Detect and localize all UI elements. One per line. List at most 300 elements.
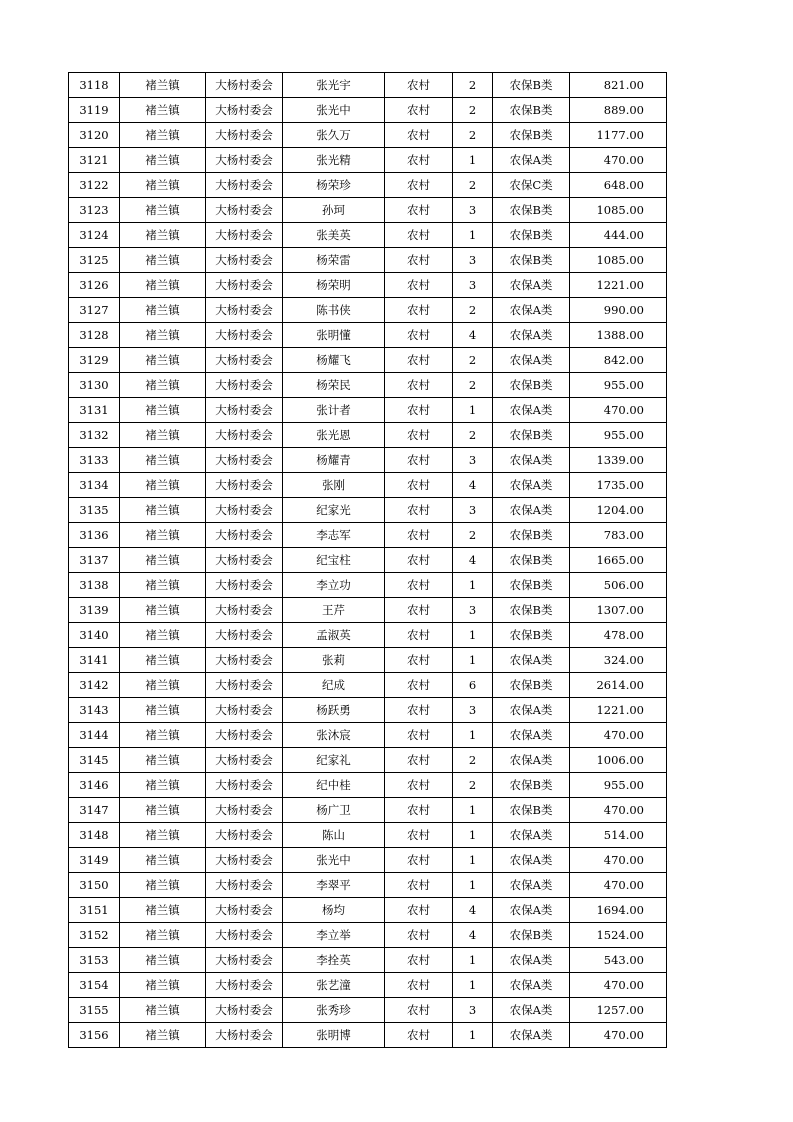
name-cell: 杨广卫 — [283, 798, 385, 823]
serial-cell: 3133 — [69, 448, 120, 473]
village-cell: 大杨村委会 — [206, 648, 283, 673]
name-cell: 纪家礼 — [283, 748, 385, 773]
household-size-cell: 1 — [453, 223, 493, 248]
serial-cell: 3143 — [69, 698, 120, 723]
category-cell: 农保A类 — [493, 698, 570, 723]
household-size-cell: 4 — [453, 898, 493, 923]
household-size-cell: 2 — [453, 373, 493, 398]
amount-cell: 470.00 — [570, 973, 667, 998]
household-size-cell: 4 — [453, 473, 493, 498]
roster-table — [68, 72, 667, 1048]
name-cell: 纪成 — [283, 673, 385, 698]
type-cell: 农村 — [385, 648, 453, 673]
name-cell: 孙珂 — [283, 198, 385, 223]
amount-cell: 990.00 — [570, 298, 667, 323]
serial-cell: 3148 — [69, 823, 120, 848]
amount-cell: 543.00 — [570, 948, 667, 973]
amount-cell: 470.00 — [570, 1023, 667, 1048]
table-row — [69, 423, 667, 448]
town-cell: 褚兰镇 — [120, 98, 206, 123]
village-cell: 大杨村委会 — [206, 598, 283, 623]
category-cell: 农保A类 — [493, 648, 570, 673]
village-cell: 大杨村委会 — [206, 823, 283, 848]
table-row — [69, 448, 667, 473]
name-cell: 张明懂 — [283, 323, 385, 348]
serial-cell: 3132 — [69, 423, 120, 448]
amount-cell: 783.00 — [570, 523, 667, 548]
name-cell: 张艺潼 — [283, 973, 385, 998]
village-cell: 大杨村委会 — [206, 773, 283, 798]
table-row — [69, 973, 667, 998]
town-cell: 褚兰镇 — [120, 698, 206, 723]
name-cell: 张久万 — [283, 123, 385, 148]
table-row — [69, 323, 667, 348]
village-cell: 大杨村委会 — [206, 498, 283, 523]
type-cell: 农村 — [385, 973, 453, 998]
household-size-cell: 1 — [453, 648, 493, 673]
town-cell: 褚兰镇 — [120, 448, 206, 473]
town-cell: 褚兰镇 — [120, 773, 206, 798]
table-row — [69, 998, 667, 1023]
serial-cell: 3137 — [69, 548, 120, 573]
town-cell: 褚兰镇 — [120, 548, 206, 573]
category-cell: 农保C类 — [493, 173, 570, 198]
town-cell: 褚兰镇 — [120, 648, 206, 673]
village-cell: 大杨村委会 — [206, 523, 283, 548]
type-cell: 农村 — [385, 923, 453, 948]
village-cell: 大杨村委会 — [206, 673, 283, 698]
household-size-cell: 2 — [453, 748, 493, 773]
household-size-cell: 1 — [453, 623, 493, 648]
category-cell: 农保B类 — [493, 598, 570, 623]
town-cell: 褚兰镇 — [120, 223, 206, 248]
serial-cell: 3156 — [69, 1023, 120, 1048]
type-cell: 农村 — [385, 398, 453, 423]
amount-cell: 470.00 — [570, 848, 667, 873]
amount-cell: 1006.00 — [570, 748, 667, 773]
table-row — [69, 123, 667, 148]
type-cell: 农村 — [385, 898, 453, 923]
type-cell: 农村 — [385, 323, 453, 348]
serial-cell: 3141 — [69, 648, 120, 673]
village-cell: 大杨村委会 — [206, 123, 283, 148]
table-row — [69, 223, 667, 248]
serial-cell: 3124 — [69, 223, 120, 248]
category-cell: 农保B类 — [493, 73, 570, 98]
serial-cell: 3146 — [69, 773, 120, 798]
serial-cell: 3123 — [69, 198, 120, 223]
village-cell: 大杨村委会 — [206, 548, 283, 573]
village-cell: 大杨村委会 — [206, 323, 283, 348]
household-size-cell: 2 — [453, 523, 493, 548]
category-cell: 农保A类 — [493, 273, 570, 298]
household-size-cell: 4 — [453, 548, 493, 573]
serial-cell: 3153 — [69, 948, 120, 973]
household-size-cell: 2 — [453, 423, 493, 448]
type-cell: 农村 — [385, 448, 453, 473]
name-cell: 李拴英 — [283, 948, 385, 973]
amount-cell: 470.00 — [570, 148, 667, 173]
household-size-cell: 4 — [453, 323, 493, 348]
village-cell: 大杨村委会 — [206, 998, 283, 1023]
amount-cell: 955.00 — [570, 773, 667, 798]
category-cell: 农保B类 — [493, 373, 570, 398]
town-cell: 褚兰镇 — [120, 298, 206, 323]
amount-cell: 648.00 — [570, 173, 667, 198]
table-row — [69, 473, 667, 498]
type-cell: 农村 — [385, 848, 453, 873]
village-cell: 大杨村委会 — [206, 298, 283, 323]
category-cell: 农保B类 — [493, 523, 570, 548]
household-size-cell: 3 — [453, 273, 493, 298]
roster-body — [69, 73, 667, 1048]
town-cell: 褚兰镇 — [120, 973, 206, 998]
type-cell: 农村 — [385, 198, 453, 223]
type-cell: 农村 — [385, 273, 453, 298]
amount-cell: 955.00 — [570, 373, 667, 398]
table-row — [69, 798, 667, 823]
type-cell: 农村 — [385, 1023, 453, 1048]
amount-cell: 514.00 — [570, 823, 667, 848]
category-cell: 农保A类 — [493, 848, 570, 873]
amount-cell: 1177.00 — [570, 123, 667, 148]
village-cell: 大杨村委会 — [206, 448, 283, 473]
village-cell: 大杨村委会 — [206, 898, 283, 923]
amount-cell: 2614.00 — [570, 673, 667, 698]
town-cell: 褚兰镇 — [120, 173, 206, 198]
table-row — [69, 948, 667, 973]
town-cell: 褚兰镇 — [120, 273, 206, 298]
table-row — [69, 148, 667, 173]
village-cell: 大杨村委会 — [206, 223, 283, 248]
serial-cell: 3134 — [69, 473, 120, 498]
table-row — [69, 823, 667, 848]
amount-cell: 1221.00 — [570, 698, 667, 723]
serial-cell: 3120 — [69, 123, 120, 148]
serial-cell: 3140 — [69, 623, 120, 648]
household-size-cell: 2 — [453, 173, 493, 198]
town-cell: 褚兰镇 — [120, 423, 206, 448]
household-size-cell: 2 — [453, 123, 493, 148]
town-cell: 褚兰镇 — [120, 673, 206, 698]
category-cell: 农保B类 — [493, 223, 570, 248]
amount-cell: 1339.00 — [570, 448, 667, 473]
type-cell: 农村 — [385, 248, 453, 273]
amount-cell: 324.00 — [570, 648, 667, 673]
town-cell: 褚兰镇 — [120, 848, 206, 873]
village-cell: 大杨村委会 — [206, 198, 283, 223]
serial-cell: 3142 — [69, 673, 120, 698]
household-size-cell: 3 — [453, 598, 493, 623]
village-cell: 大杨村委会 — [206, 723, 283, 748]
town-cell: 褚兰镇 — [120, 748, 206, 773]
serial-cell: 3122 — [69, 173, 120, 198]
name-cell: 陈书侠 — [283, 298, 385, 323]
type-cell: 农村 — [385, 673, 453, 698]
name-cell: 杨荣雷 — [283, 248, 385, 273]
name-cell: 张光精 — [283, 148, 385, 173]
village-cell: 大杨村委会 — [206, 248, 283, 273]
town-cell: 褚兰镇 — [120, 148, 206, 173]
serial-cell: 3145 — [69, 748, 120, 773]
serial-cell: 3147 — [69, 798, 120, 823]
amount-cell: 1524.00 — [570, 923, 667, 948]
town-cell: 褚兰镇 — [120, 798, 206, 823]
serial-cell: 3149 — [69, 848, 120, 873]
table-row — [69, 923, 667, 948]
table-row — [69, 248, 667, 273]
category-cell: 农保A类 — [493, 998, 570, 1023]
household-size-cell: 1 — [453, 873, 493, 898]
town-cell: 褚兰镇 — [120, 923, 206, 948]
category-cell: 农保B类 — [493, 673, 570, 698]
category-cell: 农保A类 — [493, 723, 570, 748]
town-cell: 褚兰镇 — [120, 723, 206, 748]
table-row — [69, 898, 667, 923]
type-cell: 农村 — [385, 798, 453, 823]
category-cell: 农保A类 — [493, 473, 570, 498]
type-cell: 农村 — [385, 223, 453, 248]
village-cell: 大杨村委会 — [206, 473, 283, 498]
household-size-cell: 1 — [453, 573, 493, 598]
town-cell: 褚兰镇 — [120, 373, 206, 398]
name-cell: 张光中 — [283, 98, 385, 123]
name-cell: 纪家光 — [283, 498, 385, 523]
amount-cell: 1204.00 — [570, 498, 667, 523]
amount-cell: 1085.00 — [570, 198, 667, 223]
serial-cell: 3121 — [69, 148, 120, 173]
serial-cell: 3129 — [69, 348, 120, 373]
household-size-cell: 2 — [453, 298, 493, 323]
category-cell: 农保A类 — [493, 498, 570, 523]
type-cell: 农村 — [385, 823, 453, 848]
village-cell: 大杨村委会 — [206, 373, 283, 398]
category-cell: 农保B类 — [493, 623, 570, 648]
household-size-cell: 3 — [453, 998, 493, 1023]
household-size-cell: 1 — [453, 823, 493, 848]
household-size-cell: 4 — [453, 923, 493, 948]
amount-cell: 470.00 — [570, 398, 667, 423]
name-cell: 杨荣明 — [283, 273, 385, 298]
name-cell: 杨均 — [283, 898, 385, 923]
town-cell: 褚兰镇 — [120, 873, 206, 898]
name-cell: 李立功 — [283, 573, 385, 598]
category-cell: 农保A类 — [493, 323, 570, 348]
amount-cell: 1085.00 — [570, 248, 667, 273]
household-size-cell: 1 — [453, 973, 493, 998]
type-cell: 农村 — [385, 173, 453, 198]
town-cell: 褚兰镇 — [120, 73, 206, 98]
type-cell: 农村 — [385, 698, 453, 723]
type-cell: 农村 — [385, 998, 453, 1023]
amount-cell: 1307.00 — [570, 598, 667, 623]
serial-cell: 3144 — [69, 723, 120, 748]
category-cell: 农保A类 — [493, 448, 570, 473]
serial-cell: 3118 — [69, 73, 120, 98]
type-cell: 农村 — [385, 298, 453, 323]
amount-cell: 842.00 — [570, 348, 667, 373]
serial-cell: 3155 — [69, 998, 120, 1023]
name-cell: 张光中 — [283, 848, 385, 873]
name-cell: 张秀珍 — [283, 998, 385, 1023]
category-cell: 农保B类 — [493, 98, 570, 123]
village-cell: 大杨村委会 — [206, 98, 283, 123]
village-cell: 大杨村委会 — [206, 348, 283, 373]
category-cell: 农保A类 — [493, 148, 570, 173]
serial-cell: 3154 — [69, 973, 120, 998]
category-cell: 农保A类 — [493, 948, 570, 973]
amount-cell: 470.00 — [570, 873, 667, 898]
name-cell: 杨耀飞 — [283, 348, 385, 373]
category-cell: 农保B类 — [493, 123, 570, 148]
name-cell: 陈山 — [283, 823, 385, 848]
table-row — [69, 723, 667, 748]
household-size-cell: 2 — [453, 73, 493, 98]
village-cell: 大杨村委会 — [206, 623, 283, 648]
name-cell: 张美英 — [283, 223, 385, 248]
village-cell: 大杨村委会 — [206, 923, 283, 948]
category-cell: 农保A类 — [493, 1023, 570, 1048]
town-cell: 褚兰镇 — [120, 598, 206, 623]
table-row — [69, 73, 667, 98]
category-cell: 农保B类 — [493, 548, 570, 573]
village-cell: 大杨村委会 — [206, 873, 283, 898]
category-cell: 农保B类 — [493, 923, 570, 948]
household-size-cell: 3 — [453, 248, 493, 273]
category-cell: 农保A类 — [493, 973, 570, 998]
table-row — [69, 648, 667, 673]
table-row — [69, 298, 667, 323]
table-row — [69, 548, 667, 573]
village-cell: 大杨村委会 — [206, 973, 283, 998]
table-row — [69, 373, 667, 398]
type-cell: 农村 — [385, 748, 453, 773]
amount-cell: 506.00 — [570, 573, 667, 598]
name-cell: 李翠平 — [283, 873, 385, 898]
name-cell: 纪中桂 — [283, 773, 385, 798]
table-row — [69, 498, 667, 523]
name-cell: 杨荣民 — [283, 373, 385, 398]
town-cell: 褚兰镇 — [120, 1023, 206, 1048]
type-cell: 农村 — [385, 523, 453, 548]
serial-cell: 3152 — [69, 923, 120, 948]
town-cell: 褚兰镇 — [120, 248, 206, 273]
category-cell: 农保B类 — [493, 773, 570, 798]
name-cell: 王芹 — [283, 598, 385, 623]
serial-cell: 3119 — [69, 98, 120, 123]
table-row — [69, 273, 667, 298]
table-row — [69, 848, 667, 873]
name-cell: 张刚 — [283, 473, 385, 498]
town-cell: 褚兰镇 — [120, 623, 206, 648]
town-cell: 褚兰镇 — [120, 473, 206, 498]
table-row — [69, 398, 667, 423]
category-cell: 农保A类 — [493, 298, 570, 323]
village-cell: 大杨村委会 — [206, 698, 283, 723]
type-cell: 农村 — [385, 773, 453, 798]
amount-cell: 478.00 — [570, 623, 667, 648]
town-cell: 褚兰镇 — [120, 998, 206, 1023]
name-cell: 杨跃勇 — [283, 698, 385, 723]
amount-cell: 1665.00 — [570, 548, 667, 573]
town-cell: 褚兰镇 — [120, 948, 206, 973]
type-cell: 农村 — [385, 498, 453, 523]
amount-cell: 1735.00 — [570, 473, 667, 498]
serial-cell: 3125 — [69, 248, 120, 273]
town-cell: 褚兰镇 — [120, 348, 206, 373]
household-size-cell: 1 — [453, 848, 493, 873]
name-cell: 杨耀青 — [283, 448, 385, 473]
household-size-cell: 1 — [453, 398, 493, 423]
village-cell: 大杨村委会 — [206, 148, 283, 173]
village-cell: 大杨村委会 — [206, 423, 283, 448]
town-cell: 褚兰镇 — [120, 823, 206, 848]
table-row — [69, 623, 667, 648]
amount-cell: 955.00 — [570, 423, 667, 448]
serial-cell: 3138 — [69, 573, 120, 598]
serial-cell: 3128 — [69, 323, 120, 348]
category-cell: 农保B类 — [493, 248, 570, 273]
serial-cell: 3130 — [69, 373, 120, 398]
serial-cell: 3127 — [69, 298, 120, 323]
type-cell: 农村 — [385, 873, 453, 898]
type-cell: 农村 — [385, 598, 453, 623]
village-cell: 大杨村委会 — [206, 748, 283, 773]
name-cell: 纪宝柱 — [283, 548, 385, 573]
name-cell: 张沐宸 — [283, 723, 385, 748]
household-size-cell: 3 — [453, 448, 493, 473]
table-row — [69, 573, 667, 598]
type-cell: 农村 — [385, 723, 453, 748]
amount-cell: 444.00 — [570, 223, 667, 248]
table-row — [69, 523, 667, 548]
name-cell: 杨荣珍 — [283, 173, 385, 198]
name-cell: 张莉 — [283, 648, 385, 673]
type-cell: 农村 — [385, 473, 453, 498]
town-cell: 褚兰镇 — [120, 123, 206, 148]
table-row — [69, 873, 667, 898]
table-row — [69, 673, 667, 698]
table-row — [69, 748, 667, 773]
type-cell: 农村 — [385, 423, 453, 448]
household-size-cell: 6 — [453, 673, 493, 698]
category-cell: 农保A类 — [493, 748, 570, 773]
amount-cell: 470.00 — [570, 723, 667, 748]
table-row — [69, 98, 667, 123]
category-cell: 农保B类 — [493, 423, 570, 448]
amount-cell: 1388.00 — [570, 323, 667, 348]
amount-cell: 1221.00 — [570, 273, 667, 298]
town-cell: 褚兰镇 — [120, 898, 206, 923]
category-cell: 农保A类 — [493, 348, 570, 373]
village-cell: 大杨村委会 — [206, 798, 283, 823]
village-cell: 大杨村委会 — [206, 273, 283, 298]
table-row — [69, 773, 667, 798]
table-row — [69, 1023, 667, 1048]
town-cell: 褚兰镇 — [120, 198, 206, 223]
household-size-cell: 1 — [453, 798, 493, 823]
household-size-cell: 2 — [453, 348, 493, 373]
type-cell: 农村 — [385, 73, 453, 98]
household-size-cell: 3 — [453, 698, 493, 723]
type-cell: 农村 — [385, 123, 453, 148]
name-cell: 李志军 — [283, 523, 385, 548]
household-size-cell: 1 — [453, 148, 493, 173]
serial-cell: 3151 — [69, 898, 120, 923]
household-size-cell: 3 — [453, 498, 493, 523]
village-cell: 大杨村委会 — [206, 1023, 283, 1048]
household-size-cell: 1 — [453, 1023, 493, 1048]
